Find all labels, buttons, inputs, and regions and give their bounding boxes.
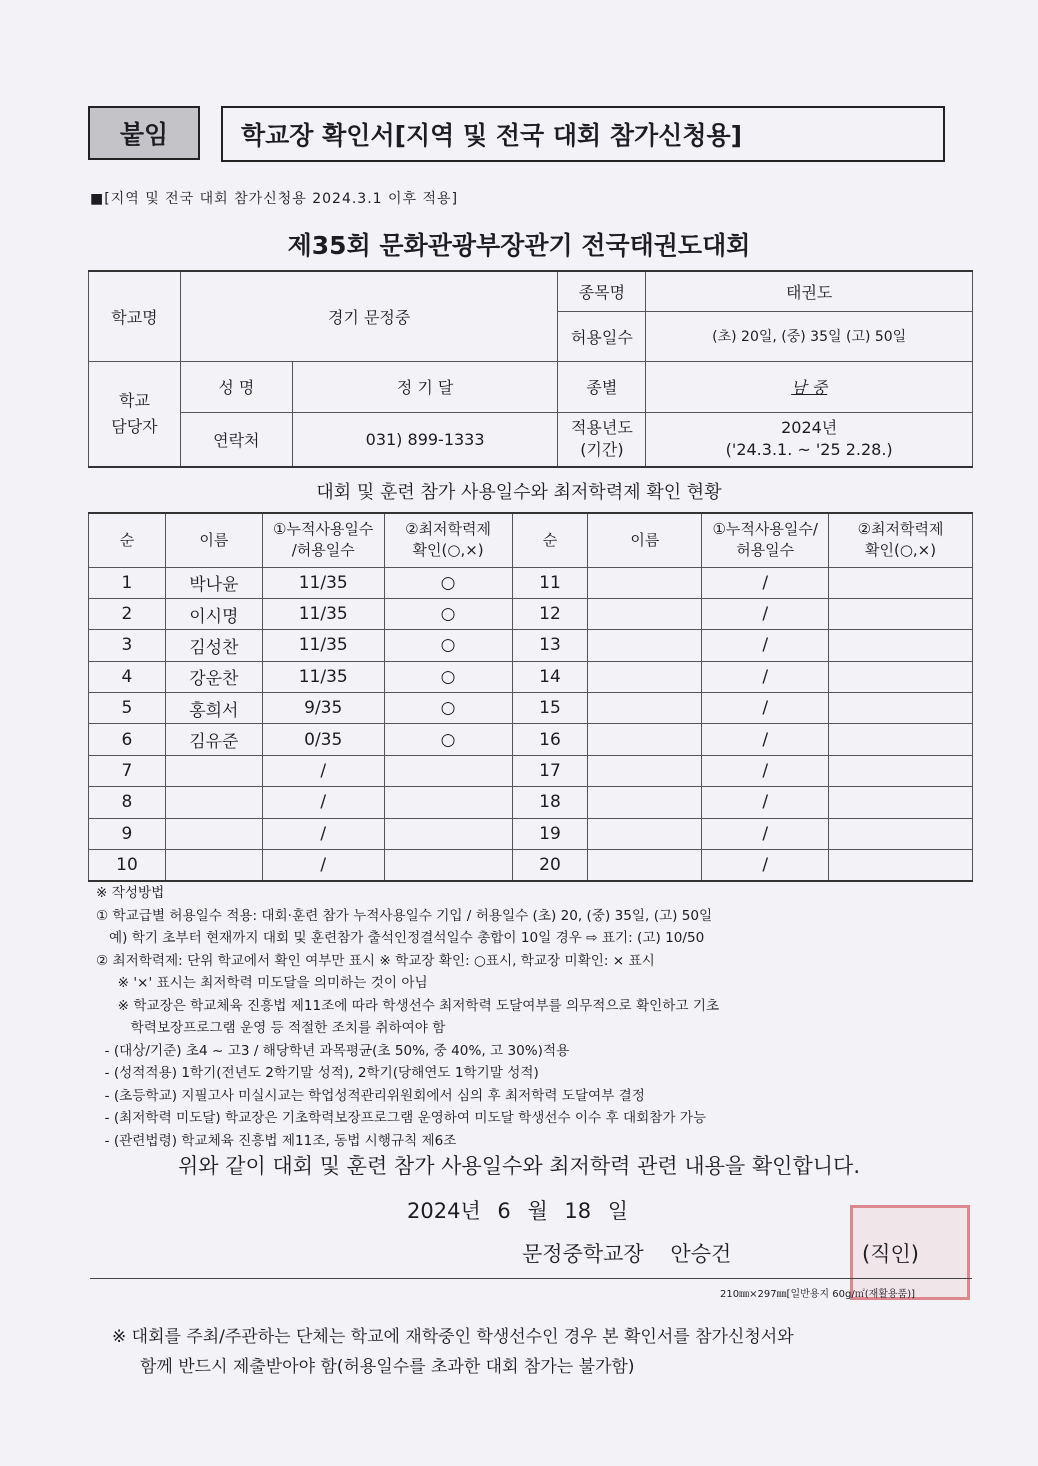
cell-days: / — [702, 567, 829, 598]
cell-name: 이시명 — [165, 598, 262, 629]
event-title: 제35회 문화관광부장관기 전국태권도대회 — [287, 231, 751, 260]
cell-name — [588, 598, 702, 629]
cell-name: 김성찬 — [165, 630, 262, 661]
cell-no: 4 — [89, 661, 166, 692]
cell-check — [384, 850, 512, 881]
gender-value: 남 중 — [646, 361, 973, 412]
table-row — [89, 755, 973, 786]
cell-check — [829, 567, 973, 598]
sport-value: 태권도 — [646, 271, 973, 311]
instructions — [96, 882, 996, 1152]
cell-name — [588, 630, 702, 661]
instruction-line: - (관련법령) 학교체육 진흥법 제11조, 동법 시행규칙 제6조 — [96, 1132, 457, 1149]
cell-name: 홍희서 — [165, 693, 262, 724]
name-label: 성 명 — [180, 361, 292, 412]
cell-check — [829, 661, 973, 692]
cell-days: / — [702, 724, 829, 755]
cell-check: ○ — [384, 661, 512, 692]
table-row — [89, 787, 973, 818]
cell-days: 11/35 — [262, 567, 384, 598]
attachment-tag: 붙임 — [88, 106, 200, 160]
cell-days: 11/35 — [262, 661, 384, 692]
paper-spec: 210㎜×297㎜[일반용지 60g/㎡(재활용품)] — [720, 1289, 916, 1300]
sport-label: 종목명 — [558, 271, 646, 311]
col-grade: ②최저학력제 확인(○,×) — [384, 513, 512, 567]
table-row — [89, 567, 973, 598]
cell-check: ○ — [384, 693, 512, 724]
table-row — [89, 850, 973, 881]
cell-check — [829, 818, 973, 849]
cell-no: 12 — [512, 598, 588, 629]
instruction-line: ※ '×' 표시는 최저학력 미도달을 의미하는 것이 아님 — [96, 975, 428, 991]
cell-no: 20 — [512, 850, 588, 881]
cell-check — [829, 755, 973, 786]
cell-name — [588, 850, 702, 881]
cell-days: / — [702, 755, 829, 786]
cell-no: 8 — [89, 787, 166, 818]
document-title: 학교장 확인서[지역 및 전국 대회 참가신청용] — [221, 106, 945, 162]
name-value: 정 기 달 — [292, 361, 558, 412]
cell-check: ○ — [384, 724, 512, 755]
cell-name: 강운찬 — [165, 661, 262, 692]
participation-table — [88, 512, 973, 882]
cell-check: ○ — [384, 598, 512, 629]
cell-no: 7 — [89, 755, 166, 786]
table-row — [89, 818, 973, 849]
info-table — [88, 270, 973, 468]
cell-no: 19 — [512, 818, 588, 849]
divider — [90, 1278, 972, 1279]
cell-no: 16 — [512, 724, 588, 755]
seal-label: (직인) — [862, 1242, 919, 1266]
cell-name — [588, 661, 702, 692]
cell-check — [829, 724, 973, 755]
instruction-line: - (최저학력 미도달) 학교장은 기초학력보장프로그램 운영하여 미도달 학생선수 이수 후 대회참가 가능 — [96, 1110, 707, 1126]
table-row — [89, 598, 973, 629]
cell-name — [588, 755, 702, 786]
cell-name — [165, 787, 262, 818]
cell-days: 9/35 — [262, 693, 384, 724]
section-title: 대회 및 훈련 참가 사용일수와 최저학력제 확인 현황 — [316, 482, 722, 503]
instruction-line: - (대상/기준) 초4 ~ 고3 / 해당학년 과목평균(초 50%, 중 40%, 고 30%)적용 — [96, 1042, 570, 1059]
instruction-line: - (초등학교) 지필고사 미실시교는 학업성적관리위원회에서 심의 후 최저학력 도달여부 결정 — [96, 1087, 645, 1104]
instruction-line: ② 최저학력제: 단위 학교에서 확인 여부만 표시 ※ 학교장 확인: ○표시, 학교장 미확인: × 표시 — [96, 952, 655, 969]
instruction-line: ※ 학교장은 학교체육 진흥법 제11조에 따라 학생선수 최저학력 도달여부를 의무적으로 확인하고 기초 — [96, 997, 720, 1014]
cell-name — [165, 755, 262, 786]
cell-name: 박나윤 — [165, 567, 262, 598]
cell-days: / — [702, 787, 829, 818]
instruction-line: ※ 작성방법 — [96, 885, 165, 901]
col-no-2: 순 — [512, 513, 588, 567]
table-row — [89, 724, 973, 755]
cell-check — [829, 693, 973, 724]
cell-days: 11/35 — [262, 630, 384, 661]
table-row — [89, 630, 973, 661]
school-value: 경기 문정중 — [180, 271, 558, 361]
table-row — [89, 661, 973, 692]
instruction-line: 예) 학기 초부터 현재까지 대회 및 훈련참가 출석인정결석일수 총합이 10일 경우 ⇨ 표기: (고) 10/50 — [96, 930, 705, 946]
cell-no: 2 — [89, 598, 166, 629]
cell-days: / — [262, 755, 384, 786]
cell-check: ○ — [384, 567, 512, 598]
days-value: (초) 20일, (중) 35일 (고) 50일 — [646, 311, 973, 361]
cell-days: / — [262, 787, 384, 818]
confirmation-statement: 위와 같이 대회 및 훈련 참가 사용일수와 최저학력 관련 내용을 확인합니다. — [177, 1154, 860, 1178]
principal-signature: 문정중학교장 안승건 — [522, 1242, 732, 1266]
cell-name — [588, 693, 702, 724]
instruction-line: 학력보장프로그램 운영 등 적절한 조치를 취하여야 함 — [96, 1020, 446, 1036]
cell-name — [588, 724, 702, 755]
cell-no: 9 — [89, 818, 166, 849]
table-row — [89, 693, 973, 724]
cell-check — [384, 755, 512, 786]
cell-check — [829, 630, 973, 661]
cell-check: ○ — [384, 630, 512, 661]
col-days-2: ①누적사용일수/ 허용일수 — [702, 513, 829, 567]
cell-no: 1 — [89, 567, 166, 598]
cell-name — [165, 850, 262, 881]
gender-label: 종별 — [558, 361, 646, 412]
instruction-line: ① 학교급별 허용일수 적용: 대회·훈련 참가 누적사용일수 기입 / 허용일수 (초) 20, (중) 35일, (고) 50일 — [96, 907, 713, 924]
cell-days: / — [702, 630, 829, 661]
cell-days: 11/35 — [262, 598, 384, 629]
cell-no: 5 — [89, 693, 166, 724]
year-value: 2024년 ('24.3.1. ~ '25 2.28.) — [646, 412, 973, 467]
cell-days: / — [262, 818, 384, 849]
cell-no: 6 — [89, 724, 166, 755]
cell-no: 3 — [89, 630, 166, 661]
cell-days: / — [702, 598, 829, 629]
cell-days: / — [702, 693, 829, 724]
phone-label: 연락처 — [180, 412, 292, 467]
applicability-note: ■[지역 및 전국 대회 참가신청용 2024.3.1 이후 적용] — [90, 191, 459, 207]
phone-value: 031) 899-1333 — [292, 412, 558, 467]
col-no: 순 — [89, 513, 166, 567]
cell-name — [588, 567, 702, 598]
col-days: ①누적사용일수 /허용일수 — [262, 513, 384, 567]
days-label: 허용일수 — [558, 311, 646, 361]
cell-check — [384, 818, 512, 849]
cell-days: / — [702, 661, 829, 692]
cell-no: 15 — [512, 693, 588, 724]
cell-name: 김유준 — [165, 724, 262, 755]
contact-label: 학교 담당자 — [89, 361, 181, 467]
cell-check — [829, 850, 973, 881]
cell-check — [829, 598, 973, 629]
cell-no: 14 — [512, 661, 588, 692]
cell-no: 10 — [89, 850, 166, 881]
cell-name — [588, 818, 702, 849]
submission-note: ※ 대회를 주최/주관하는 단체는 학교에 재학중인 학생선수인 경우 본 확인서를 참가신청서와 함께 반드시 제출받아야 함(허용일수를 초과한 대회 참가는 불가함) — [112, 1327, 794, 1377]
cell-no: 18 — [512, 787, 588, 818]
col-name-2: 이름 — [588, 513, 702, 567]
cell-check — [829, 787, 973, 818]
cell-no: 11 — [512, 567, 588, 598]
cell-name — [165, 818, 262, 849]
instruction-line: - (성적적용) 1학기(전년도 2학기말 성적), 2학기(당해연도 1학기말 성적) — [96, 1065, 539, 1081]
school-label: 학교명 — [89, 271, 181, 361]
cell-days: / — [262, 850, 384, 881]
cell-no: 17 — [512, 755, 588, 786]
cell-check — [384, 787, 512, 818]
col-grade-2: ②최저학력제 확인(○,×) — [829, 513, 973, 567]
cell-days: 0/35 — [262, 724, 384, 755]
cell-no: 13 — [512, 630, 588, 661]
col-name: 이름 — [165, 513, 262, 567]
year-label: 적용년도 (기간) — [558, 412, 646, 467]
cell-days: / — [702, 818, 829, 849]
cell-name — [588, 787, 702, 818]
cell-days: / — [702, 850, 829, 881]
sign-date: 2024년 6 월 18 일 — [407, 1199, 629, 1223]
